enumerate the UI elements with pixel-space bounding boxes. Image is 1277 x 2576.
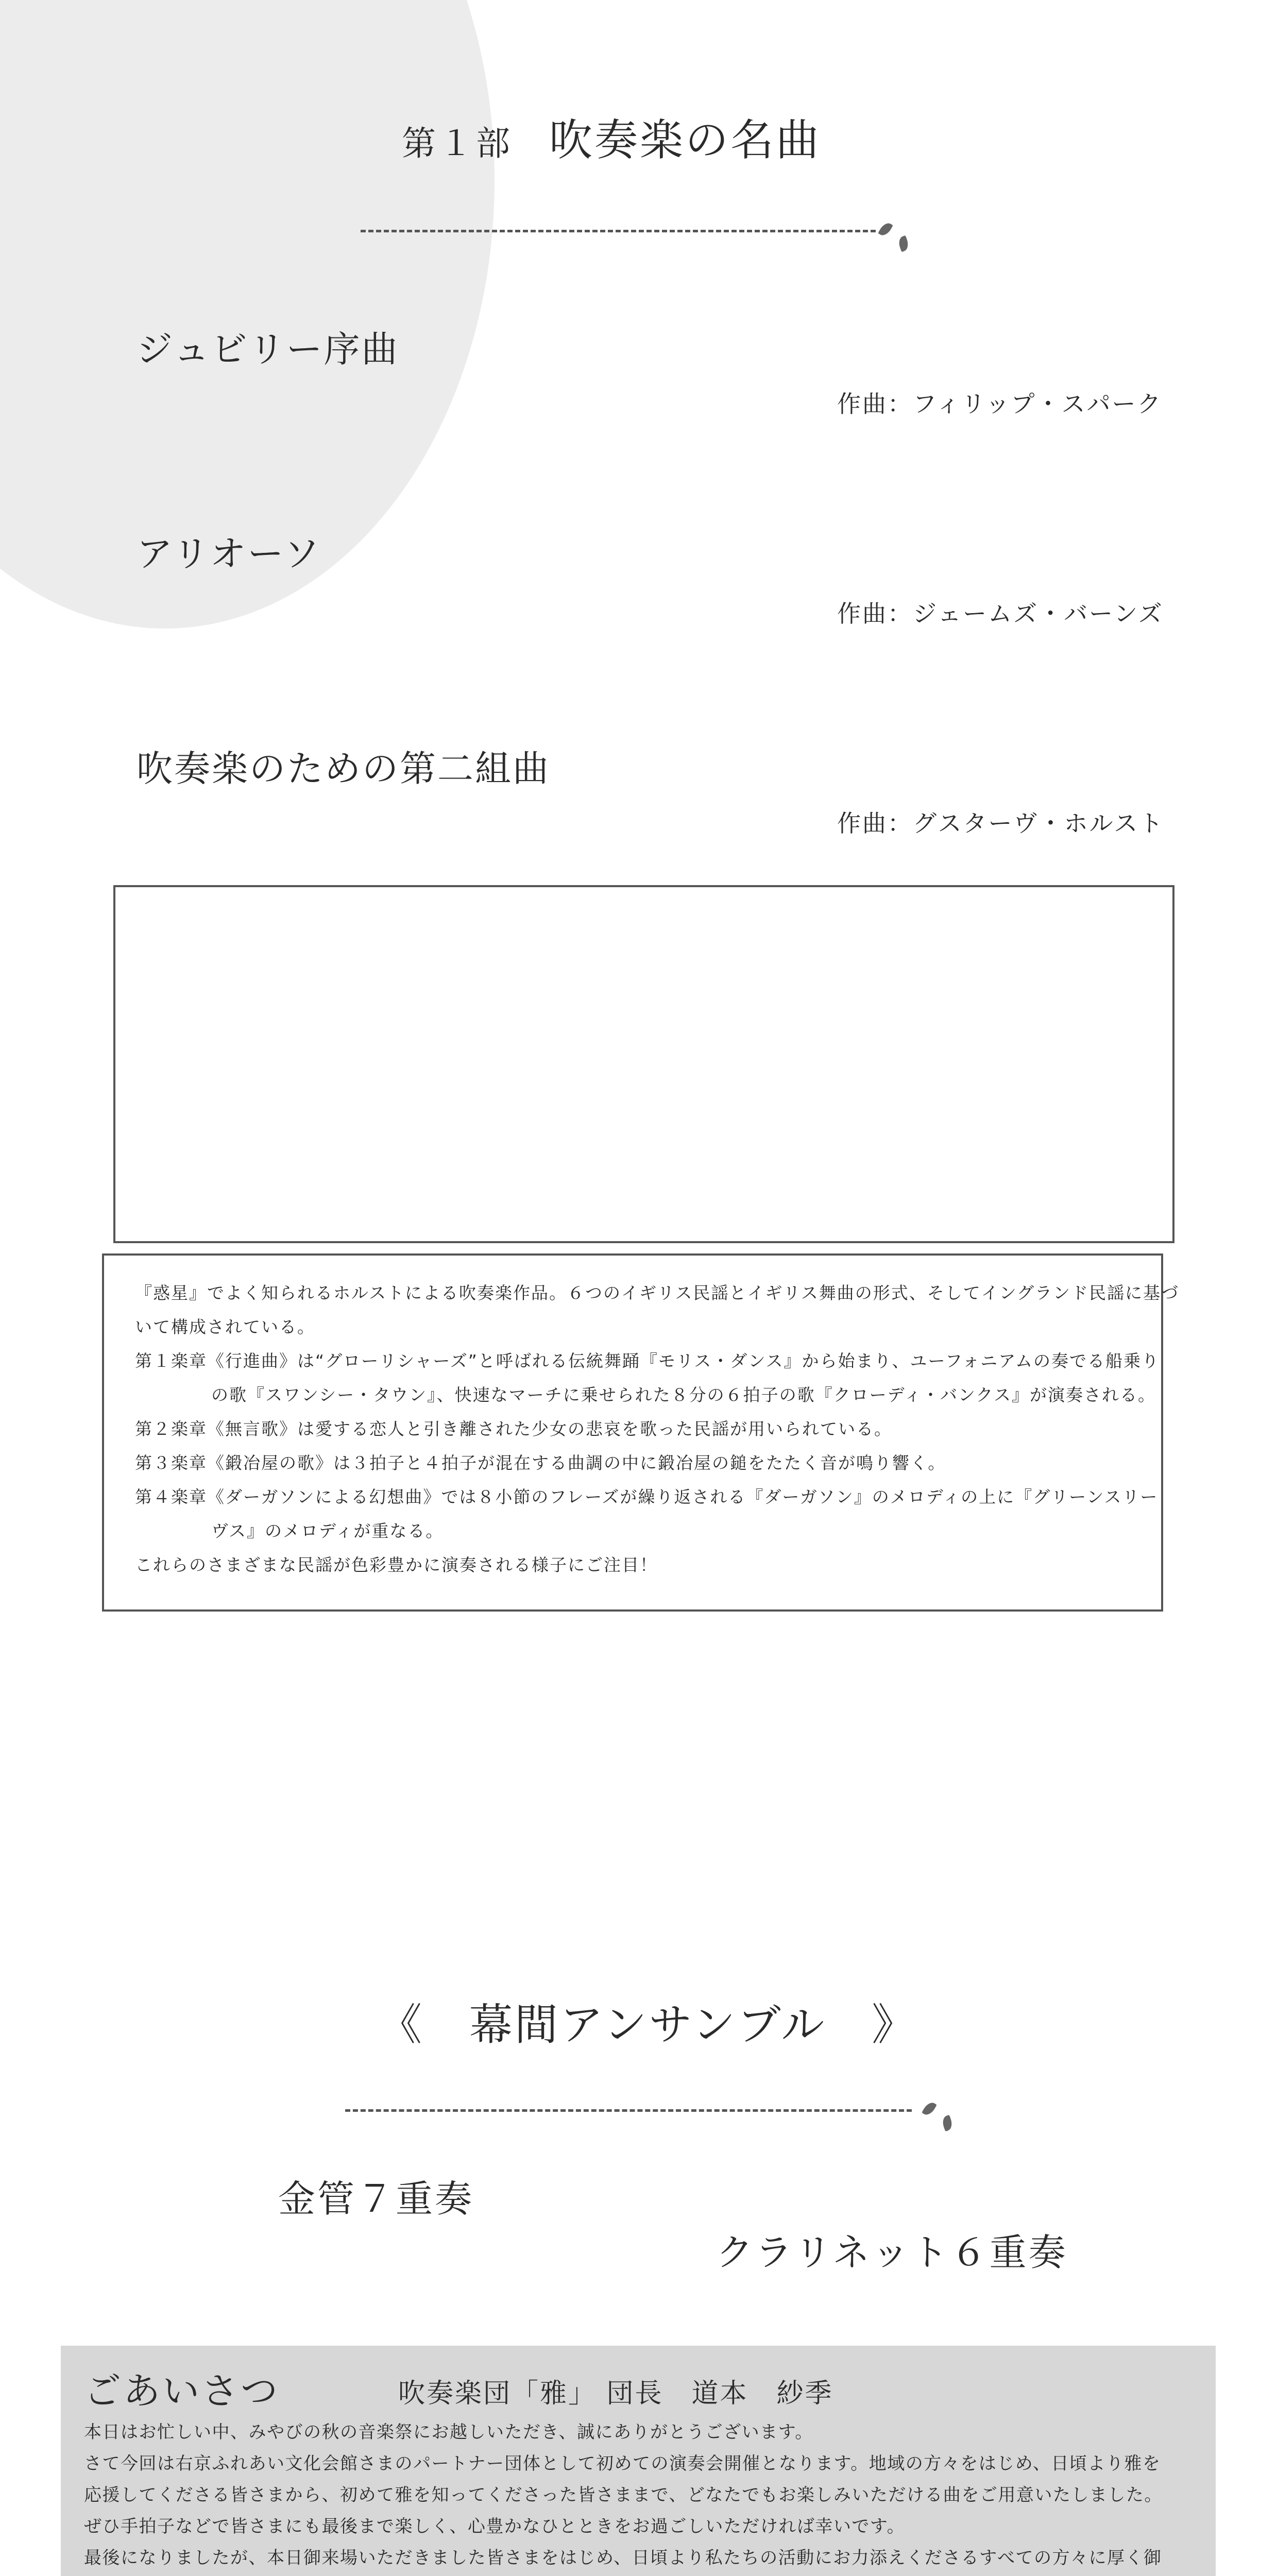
greeting-signature: 吹奏楽団「雅」 団長 道本 紗季 xyxy=(398,2378,833,2409)
notes-line: の歌『スワンシー・タウン』、快速なマーチに乗せられた８分の６拍子の歌『クローディ・バンクス』が演奏される。 xyxy=(211,1385,1156,1405)
greeting-line: さて今回は右京ふれあい文化会館さまのパートナー団体として初めての演奏会開催となります。地域の方々をはじめ、日頃より雅を xyxy=(84,2453,1161,2474)
greeting-line: 本日はお忙しい中、みやびの秋の音楽祭にお越しいただき、誠にありがとうございます。 xyxy=(84,2422,813,2443)
notes-text xyxy=(135,1276,1179,1582)
piece-title: アリオーソ xyxy=(137,533,321,575)
interlude-dashed-rule xyxy=(345,2109,912,2112)
piece-composer: 作曲：ジェームズ・バーンズ xyxy=(837,600,1164,628)
piece-composer: 作曲：グスターヴ・ホルスト xyxy=(837,809,1165,837)
notes-frame-outer xyxy=(113,885,1174,1243)
greeting-line: 応援してくださる皆さまから、初めて雅を知ってくださった皆さままで、どなたでもお楽しみいただける曲をご用意いたしました。 xyxy=(84,2485,1163,2505)
leaf-ornament-icon xyxy=(941,2115,954,2131)
greeting-line: 最後になりましたが、本日御来場いただきました皆さまをはじめ、日頃より私たちの活動にお力添えくださるすべての方々に厚く御 xyxy=(84,2548,1162,2568)
greeting-box xyxy=(61,2346,1216,2576)
notes-line: これらのさまざまな民謡が色彩豊かに演奏される様子にご注目！ xyxy=(135,1555,658,1575)
part1-dashed-rule xyxy=(361,230,876,232)
leaf-ornament-icon xyxy=(922,2100,937,2117)
greeting-line xyxy=(84,2574,1163,2576)
leaf-ornament-icon xyxy=(878,221,893,238)
greeting-heading: ごあいさつ xyxy=(84,2369,280,2413)
greeting-body xyxy=(84,2417,1163,2576)
notes-line: 第１楽章《行進曲》は“グローリシャーズ”と呼ばれる伝統舞踊『モリス・ダンス』から始まり、ユーフォニアムの奏でる船乗り xyxy=(135,1351,1160,1371)
notes-frame xyxy=(102,1253,1180,1612)
notes-line: いて構成されている。 xyxy=(135,1317,315,1337)
greeting-line: ぜひ手拍子などで皆さまにも最後まで楽しく、心豊かなひとときをお過ごしいただければ幸いです。 xyxy=(84,2516,906,2537)
leaf-ornament-icon xyxy=(897,235,910,252)
piece-composer: 作曲：フィリップ・スパーク xyxy=(837,390,1163,418)
notes-line: 第４楽章《ダーガソンによる幻想曲》では８小節のフレーズが繰り返される『ダーガソン』のメロディの上に『グリーンスリー xyxy=(135,1487,1159,1507)
notes-line: 第２楽章《無言歌》は愛する恋人と引き離された少女の悲哀を歌った民謡が用いられている。 xyxy=(135,1419,892,1439)
part-label: 第１部 xyxy=(402,124,513,163)
piece-title: ジュビリー序曲 xyxy=(137,328,399,370)
ensemble-group: 金管７重奏 xyxy=(278,2177,474,2221)
notes-line: 第３楽章《鍛冶屋の歌》は３拍子と４拍子が混在する曲調の中に鍛冶屋の鎚をたたく音が鳴り響く。 xyxy=(135,1453,946,1473)
interlude-title: 《 幕間アンサンブル 》 xyxy=(379,1999,917,2050)
part1-title xyxy=(402,106,1277,168)
piece-title: 吹奏楽のための第二組曲 xyxy=(137,748,550,790)
part-title: 吹奏楽の名曲 xyxy=(549,115,822,165)
notes-line: 『惑星』でよく知られるホルストによる吹奏楽作品。６つのイギリス民謡とイギリス舞曲の形式、そしてイングランド民謡に基づ xyxy=(135,1283,1180,1303)
ensemble-group: クラリネット６重奏 xyxy=(716,2231,1068,2274)
notes-line: ヴス』のメロディが重なる。 xyxy=(211,1521,444,1541)
